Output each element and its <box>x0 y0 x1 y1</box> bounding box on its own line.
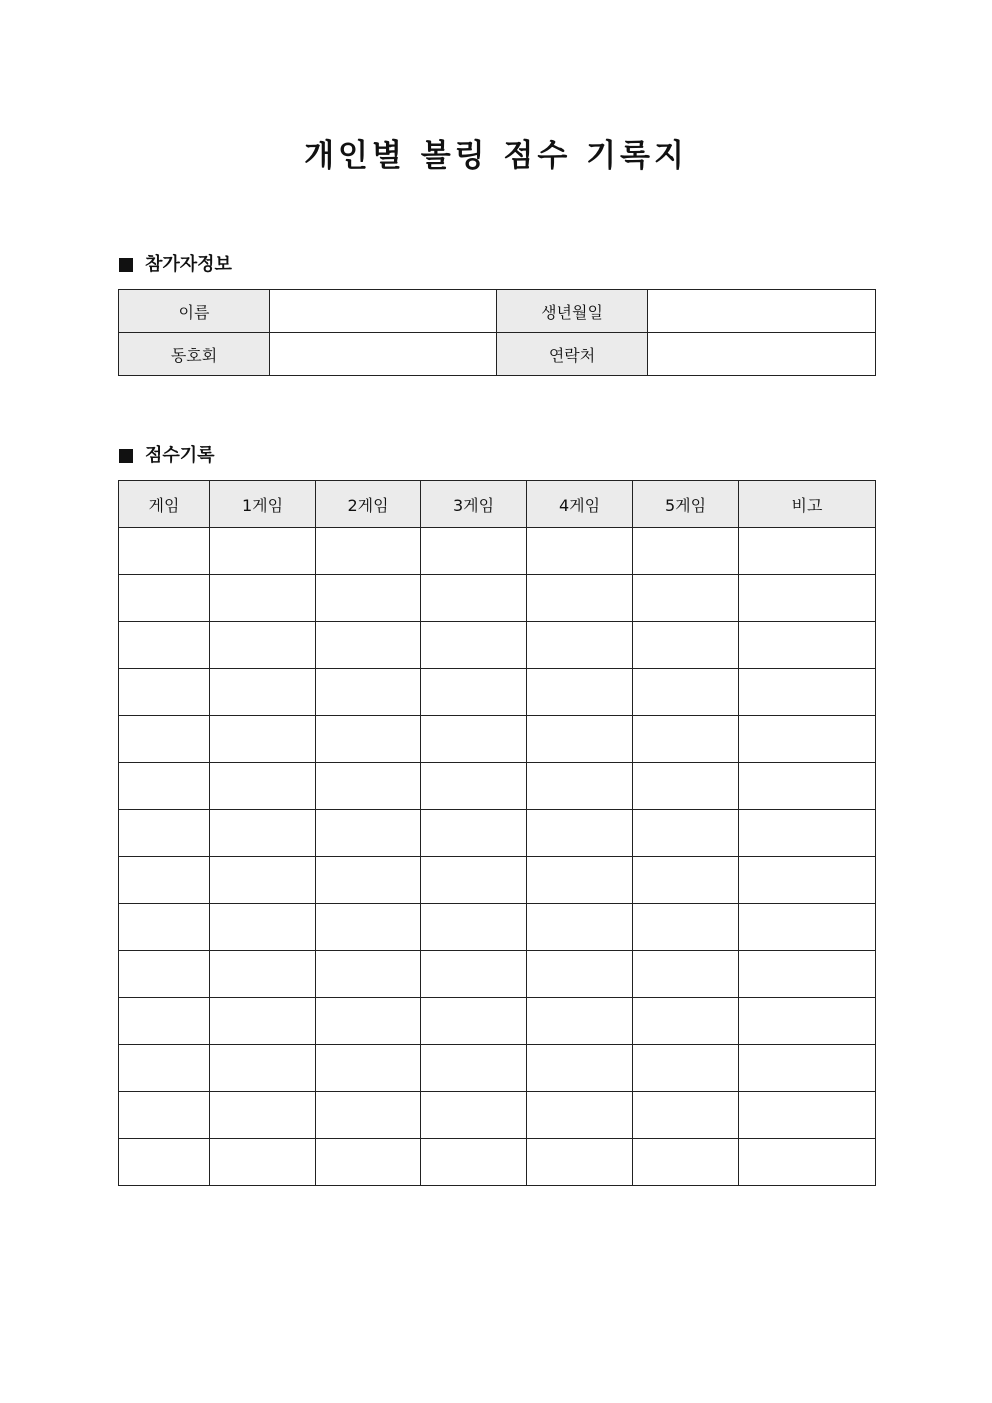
game-4-score-cell[interactable] <box>527 575 633 622</box>
game-cell[interactable] <box>119 622 210 669</box>
game-5-score-cell[interactable] <box>633 622 739 669</box>
table-row <box>119 857 876 904</box>
game-5-score-cell[interactable] <box>633 716 739 763</box>
birthdate-field[interactable] <box>648 290 876 333</box>
game-cell[interactable] <box>119 528 210 575</box>
game-4-score-cell[interactable] <box>527 951 633 998</box>
game-1-score-cell[interactable] <box>210 1139 316 1186</box>
name-label: 이름 <box>119 290 270 333</box>
remarks-cell[interactable] <box>739 1092 876 1139</box>
game-4-score-cell[interactable] <box>527 810 633 857</box>
contact-label: 연락처 <box>497 333 648 376</box>
game-1-score-cell[interactable] <box>210 1092 316 1139</box>
game-4-score-cell[interactable] <box>527 716 633 763</box>
score-record-heading <box>119 444 215 468</box>
game-1-score-cell[interactable] <box>210 528 316 575</box>
table-row <box>119 1139 876 1186</box>
column-header-game-5: 5게임 <box>633 481 739 528</box>
table-row <box>119 1092 876 1139</box>
column-header-game: 게임 <box>119 481 210 528</box>
game-3-score-cell[interactable] <box>421 1139 527 1186</box>
game-3-score-cell[interactable] <box>421 998 527 1045</box>
game-3-score-cell[interactable] <box>421 669 527 716</box>
game-2-score-cell[interactable] <box>316 1092 421 1139</box>
game-5-score-cell[interactable] <box>633 763 739 810</box>
game-5-score-cell[interactable] <box>633 669 739 716</box>
game-3-score-cell[interactable] <box>421 575 527 622</box>
game-cell[interactable] <box>119 951 210 998</box>
game-cell[interactable] <box>119 575 210 622</box>
table-row <box>119 528 876 575</box>
game-4-score-cell[interactable] <box>527 763 633 810</box>
game-4-score-cell[interactable] <box>527 669 633 716</box>
table-row <box>119 810 876 857</box>
game-5-score-cell[interactable] <box>633 951 739 998</box>
participant-info-heading-label: 참가자정보 <box>145 254 232 275</box>
game-2-score-cell[interactable] <box>316 575 421 622</box>
remarks-cell[interactable] <box>739 904 876 951</box>
remarks-cell[interactable] <box>739 669 876 716</box>
game-5-score-cell[interactable] <box>633 1045 739 1092</box>
game-cell[interactable] <box>119 1092 210 1139</box>
game-2-score-cell[interactable] <box>316 998 421 1045</box>
game-2-score-cell[interactable] <box>316 1045 421 1092</box>
remarks-cell[interactable] <box>739 810 876 857</box>
score-record-heading-label: 점수기록 <box>145 445 215 466</box>
game-cell[interactable] <box>119 810 210 857</box>
table-row <box>119 669 876 716</box>
table-row <box>119 904 876 951</box>
remarks-cell[interactable] <box>739 575 876 622</box>
game-1-score-cell[interactable] <box>210 575 316 622</box>
game-cell[interactable] <box>119 669 210 716</box>
table-row <box>119 1045 876 1092</box>
game-3-score-cell[interactable] <box>421 622 527 669</box>
game-3-score-cell[interactable] <box>421 1092 527 1139</box>
game-3-score-cell[interactable] <box>421 716 527 763</box>
game-3-score-cell[interactable] <box>421 857 527 904</box>
game-4-score-cell[interactable] <box>527 1139 633 1186</box>
game-1-score-cell[interactable] <box>210 763 316 810</box>
game-2-score-cell[interactable] <box>316 1139 421 1186</box>
game-5-score-cell[interactable] <box>633 1092 739 1139</box>
game-5-score-cell[interactable] <box>633 904 739 951</box>
game-5-score-cell[interactable] <box>633 1139 739 1186</box>
remarks-cell[interactable] <box>739 763 876 810</box>
game-3-score-cell[interactable] <box>421 528 527 575</box>
game-4-score-cell[interactable] <box>527 528 633 575</box>
participant-info-row <box>119 290 876 333</box>
remarks-cell[interactable] <box>739 528 876 575</box>
game-1-score-cell[interactable] <box>210 622 316 669</box>
game-4-score-cell[interactable] <box>527 622 633 669</box>
game-1-score-cell[interactable] <box>210 904 316 951</box>
participant-info-row <box>119 333 876 376</box>
game-5-score-cell[interactable] <box>633 857 739 904</box>
contact-field[interactable] <box>648 333 876 376</box>
game-3-score-cell[interactable] <box>421 810 527 857</box>
remarks-cell[interactable] <box>739 998 876 1045</box>
game-1-score-cell[interactable] <box>210 716 316 763</box>
game-1-score-cell[interactable] <box>210 1045 316 1092</box>
game-3-score-cell[interactable] <box>421 763 527 810</box>
square-bullet-icon <box>119 258 133 272</box>
remarks-cell[interactable] <box>739 857 876 904</box>
game-1-score-cell[interactable] <box>210 810 316 857</box>
table-row <box>119 716 876 763</box>
table-row <box>119 998 876 1045</box>
column-header-game-3: 3게임 <box>421 481 527 528</box>
game-cell[interactable] <box>119 998 210 1045</box>
game-cell[interactable] <box>119 1045 210 1092</box>
game-5-score-cell[interactable] <box>633 575 739 622</box>
game-2-score-cell[interactable] <box>316 951 421 998</box>
participant-info-table <box>118 289 876 376</box>
name-field[interactable] <box>270 290 497 333</box>
game-5-score-cell[interactable] <box>633 528 739 575</box>
remarks-cell[interactable] <box>739 951 876 998</box>
remarks-cell[interactable] <box>739 716 876 763</box>
score-header-row <box>119 481 876 528</box>
game-cell[interactable] <box>119 1139 210 1186</box>
game-4-score-cell[interactable] <box>527 1092 633 1139</box>
game-1-score-cell[interactable] <box>210 998 316 1045</box>
game-4-score-cell[interactable] <box>527 998 633 1045</box>
game-5-score-cell[interactable] <box>633 998 739 1045</box>
table-row <box>119 575 876 622</box>
game-3-score-cell[interactable] <box>421 904 527 951</box>
square-bullet-icon <box>119 449 133 463</box>
remarks-cell[interactable] <box>739 1045 876 1092</box>
game-1-score-cell[interactable] <box>210 951 316 998</box>
game-cell[interactable] <box>119 904 210 951</box>
game-3-score-cell[interactable] <box>421 951 527 998</box>
game-2-score-cell[interactable] <box>316 528 421 575</box>
score-record-table <box>118 480 876 1186</box>
table-row <box>119 622 876 669</box>
remarks-cell[interactable] <box>739 1139 876 1186</box>
table-row <box>119 951 876 998</box>
game-cell[interactable] <box>119 763 210 810</box>
birthdate-label: 생년월일 <box>497 290 648 333</box>
game-cell[interactable] <box>119 857 210 904</box>
game-1-score-cell[interactable] <box>210 857 316 904</box>
club-field[interactable] <box>270 333 497 376</box>
column-header-game-4: 4게임 <box>527 481 633 528</box>
game-2-score-cell[interactable] <box>316 622 421 669</box>
column-header-game-1: 1게임 <box>210 481 316 528</box>
game-2-score-cell[interactable] <box>316 810 421 857</box>
game-5-score-cell[interactable] <box>633 810 739 857</box>
game-2-score-cell[interactable] <box>316 857 421 904</box>
game-4-score-cell[interactable] <box>527 857 633 904</box>
game-2-score-cell[interactable] <box>316 669 421 716</box>
club-label: 동호회 <box>119 333 270 376</box>
page-title: 개인별 볼링 점수 기록지 <box>304 138 688 174</box>
game-2-score-cell[interactable] <box>316 763 421 810</box>
game-4-score-cell[interactable] <box>527 904 633 951</box>
table-row <box>119 763 876 810</box>
game-3-score-cell[interactable] <box>421 1045 527 1092</box>
game-4-score-cell[interactable] <box>527 1045 633 1092</box>
game-2-score-cell[interactable] <box>316 904 421 951</box>
column-header-remarks: 비고 <box>739 481 876 528</box>
column-header-game-2: 2게임 <box>316 481 421 528</box>
game-1-score-cell[interactable] <box>210 669 316 716</box>
game-cell[interactable] <box>119 716 210 763</box>
participant-info-heading <box>119 253 232 277</box>
remarks-cell[interactable] <box>739 622 876 669</box>
score-table-body <box>119 528 876 1186</box>
game-2-score-cell[interactable] <box>316 716 421 763</box>
